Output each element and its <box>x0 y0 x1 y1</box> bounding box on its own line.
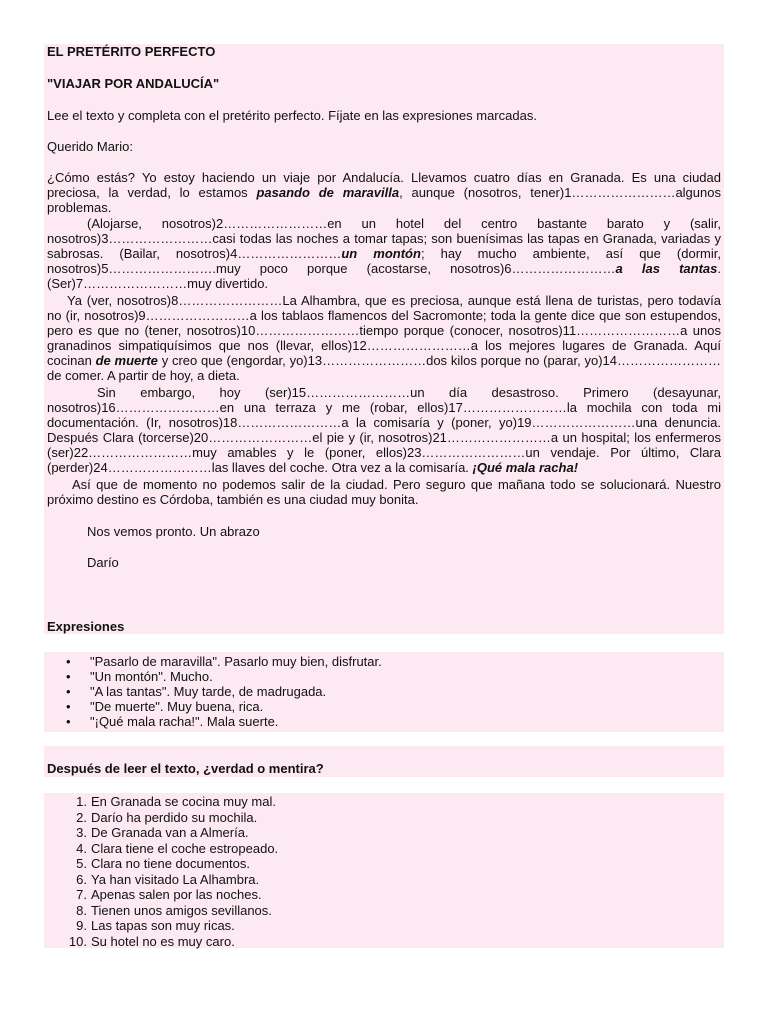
page-title: EL PRETÉRITO PERFECTO <box>47 44 216 59</box>
list-item: 6. Ya han visitado La Alhambra. <box>76 871 260 887</box>
list-item: 7. Apenas salen por las noches. <box>76 887 262 902</box>
quiz-heading-section <box>44 746 724 777</box>
letter-signature: Darío <box>87 555 119 570</box>
list-item: • "Pasarlo de maravilla". Pasarlo muy bien, disfrutar. <box>66 654 382 669</box>
list-item: • "A las tantas". Muy tarde, de madrugada. <box>66 684 382 699</box>
letter-paragraph-2: (Alojarse, nosotros)2……………………en un hotel del centro bastante barato y (salir, nosotros)3……………………casi todas las noches a tomar tapas; son buenísimas las tapas en Granada, variadas y sabrosas. (Bailar, nosotros)4……………………un montón; hay mucho ambiente, así que (dormir, nosotros)5…………………….muy poco porque (acostarse, nosotros)6……………………a las tantas. (Ser)7……………………muy divertido. <box>47 216 721 291</box>
quiz-section <box>44 793 724 948</box>
expression-de-muerte: de muerte <box>95 353 158 368</box>
list-item: 10. Su hotel no es muy caro. <box>68 933 235 949</box>
quiz-heading: Después de leer el texto, ¿verdad o mentira? <box>47 761 324 776</box>
instruction: Lee el texto y completa con el pretérito perfecto. Fíjate en las expresiones marcadas. <box>47 108 537 123</box>
list-item: 8. Tienen unos amigos sevillanos. <box>76 902 272 918</box>
list-item: 4. Clara tiene el coche estropeado. <box>76 840 279 856</box>
list-item: 1. En Granada se cocina muy mal. <box>76 794 276 809</box>
list-item: • "¡Qué mala racha!". Mala suerte. <box>66 714 382 729</box>
expression-que-mala-racha: ¡Qué mala racha! <box>472 460 579 475</box>
expressions-heading: Expresiones <box>47 619 125 634</box>
list-item: 9. Las tapas son muy ricas. <box>76 918 235 933</box>
expressions-list <box>66 654 382 729</box>
expression-a-las-tantas: a las tantas <box>615 261 718 276</box>
letter-paragraph-5: Así que de momento no podemos salir de la ciudad. Pero seguro que mañana todo se solucionará. Nuestro próximo destino es Córdoba, también es una ciudad muy bonita. <box>47 477 721 507</box>
list-item: 5. Clara no tiene documentos. <box>76 856 250 871</box>
expression-un-monton: un montón <box>341 246 421 261</box>
quiz-list <box>67 794 278 949</box>
letter-section <box>44 44 724 634</box>
expressions-list-section <box>44 652 724 732</box>
list-item: • "Un montón". Mucho. <box>66 669 382 684</box>
list-item: • "De muerte". Muy buena, rica. <box>66 699 382 714</box>
letter-paragraph-4: Sin embargo, hoy (ser)15……………………un día desastroso. Primero (desayunar, nosotros)16……………………en una terraza y me (robar, ellos)17……………………la mochila con toda mi documentación. (Ir, nosotros)18……………………a la comisaría y (poner, yo)19……………………una denuncia. Después Clara (torcerse)20……………………el pie y (ir, nosotros)21……………………a un hospital; los enfermeros (ser)22……………………muy amables y le (poner, ellos)23……………………un vendaje. Por último, Clara (perder)24……………………las llaves del coche. Otra vez a la comisaría. ¡Qué mala racha! <box>47 385 721 475</box>
list-item: 2. Darío ha perdido su mochila. <box>76 809 258 825</box>
text-title: "VIAJAR POR ANDALUCÍA" <box>47 76 220 91</box>
expression-pasando-de-maravilla: pasando de maravilla <box>256 185 400 200</box>
letter-paragraph-3: Ya (ver, nosotros)8……………………La Alhambra, que es preciosa, aunque está llena de turistas, pero todavía no (ir, nosotros)9……………………a los tablaos flamencos del Sacromonte; toda la gente dice que son estupendos, pero es que no (tener, nosotros)10……………………tiempo porque (conocer, nosotros)11……………………a unos granadinos simpatiquísimos que nos (llevar, ellos)12……………………a los mejores lugares de Granada. Aquí cocinan de muerte y creo que (engordar, yo)13……………………dos kilos porque no (parar, yo)14……………………de comer. A partir de hoy, a dieta. <box>47 293 721 383</box>
letter-paragraph-1: ¿Cómo estás? Yo estoy haciendo un viaje por Andalucía. Llevamos cuatro días en Granada. Es una ciudad preciosa, la verdad, lo estamos pasando de maravilla, aunque (nosotros, tener)1……………………algunos problemas. <box>47 170 721 215</box>
letter-greeting: Querido Mario: <box>47 139 133 154</box>
list-item: 3. De Granada van a Almería. <box>76 825 249 840</box>
letter-closing: Nos vemos pronto. Un abrazo <box>87 524 260 539</box>
